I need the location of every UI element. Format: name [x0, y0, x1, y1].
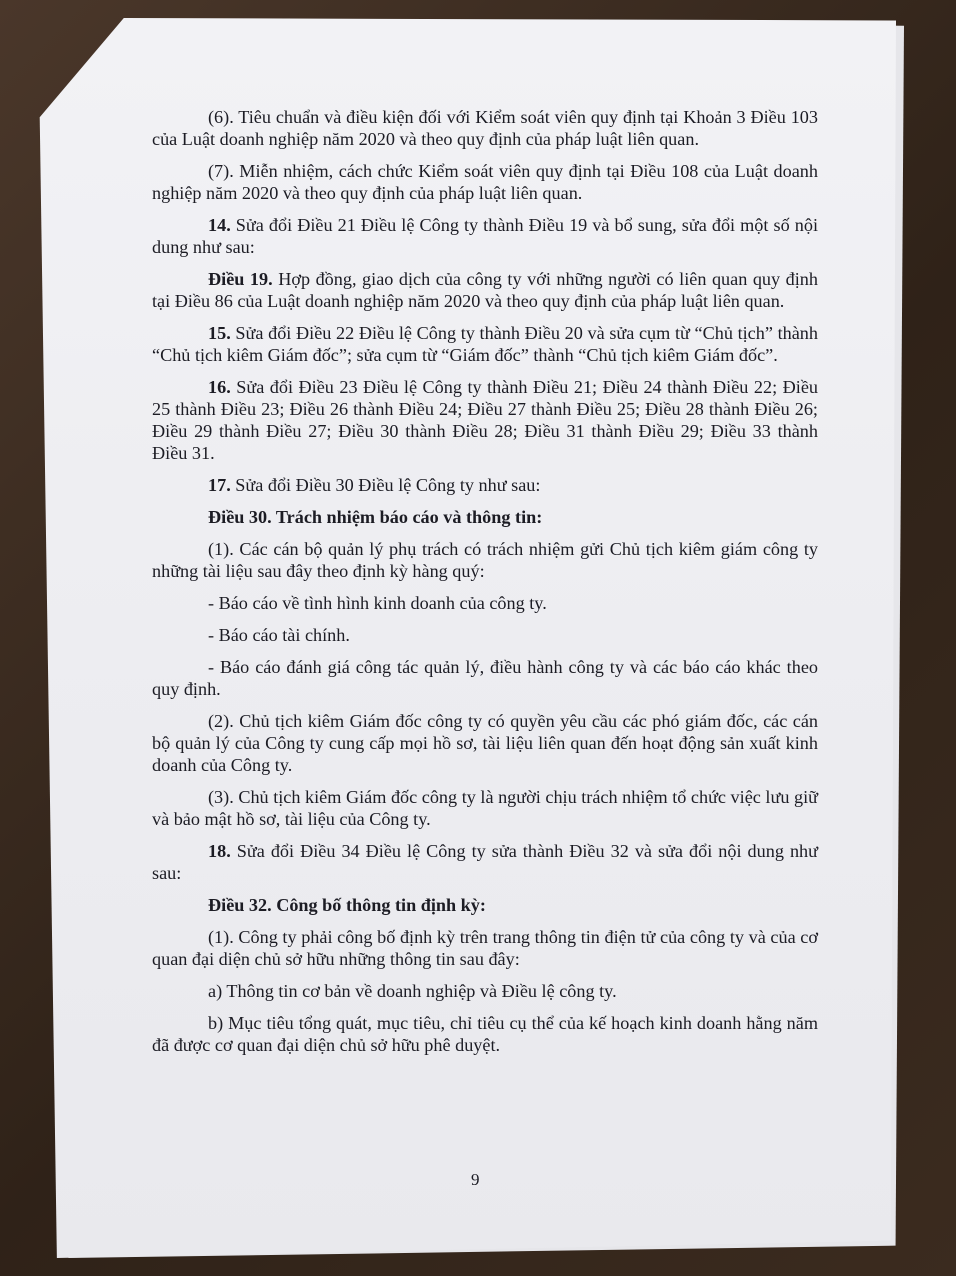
- report-business: - Báo cáo về tình hình kinh doanh của công ty.: [208, 593, 547, 613]
- item-15: 15. Sửa đổi Điều 22 Điều lệ Công ty thành Điều 20 và sửa cụm từ “Chủ tịch” thành “Chủ tịch kiêm Giám đốc”; sửa cụm từ “Giám đốc” thành “Chủ tịch kiêm Giám đốc”.: [152, 323, 818, 365]
- article-19: Điều 19. Hợp đồng, giao dịch của công ty với những người có liên quan quy định tại Điều 86 của Luật doanh nghiệp năm 2020 và theo quy định của pháp luật liên quan.: [152, 269, 818, 311]
- article-30-clause-2: (2). Chủ tịch kiêm Giám đốc công ty có quyền yêu cầu các phó giám đốc, các cán bộ quản lý của Công ty cung cấp mọi hồ sơ, tài liệu liên quan đến hoạt động sản xuất kinh doanh của Công ty.: [152, 711, 818, 775]
- item-16: 16. Sửa đổi Điều 23 Điều lệ Công ty thành Điều 21; Điều 24 thành Điều 22; Điều 25 thành Điều 23; Điều 26 thành Điều 24; Điều 27 thành Điều 25; Điều 28 thành Điều 26; Điều 29 thành Điều 27; Điều 30 thành Điều 28; Điều 31 thành Điều 29; Điều 33 thành Điều 31.: [152, 377, 818, 463]
- item-18: 18. Sửa đổi Điều 34 Điều lệ Công ty sửa thành Điều 32 và sửa đổi nội dung như sau:: [152, 841, 818, 883]
- article-32-clause-1: (1). Công ty phải công bố định kỳ trên trang thông tin điện tử của công ty và của cơ quan đại diện chủ sở hữu những thông tin sau đây:: [152, 927, 818, 969]
- article-32-heading: Điều 32. Công bố thông tin định kỳ:: [208, 895, 486, 915]
- article-30-heading: Điều 30. Trách nhiệm báo cáo và thông tin:: [208, 507, 543, 527]
- article-30-clause-1: (1). Các cán bộ quản lý phụ trách có trách nhiệm gửi Chủ tịch kiêm giám công ty những tài liệu sau đây theo định kỳ hàng quý:: [152, 539, 818, 581]
- item-17: 17. Sửa đổi Điều 30 Điều lệ Công ty như sau:: [208, 475, 541, 495]
- clause-a: a) Thông tin cơ bản về doanh nghiệp và Điều lệ công ty.: [208, 981, 617, 1001]
- paragraph-6: (6). Tiêu chuẩn và điều kiện đối với Kiểm soát viên quy định tại Khoản 3 Điều 103 của Luật doanh nghiệp năm 2020 và theo quy định của pháp luật liên quan.: [152, 107, 818, 149]
- report-financial: - Báo cáo tài chính.: [208, 625, 350, 645]
- document-body: [152, 106, 818, 1066]
- article-30-clause-3: (3). Chủ tịch kiêm Giám đốc công ty là người chịu trách nhiệm tổ chức việc lưu giữ và bảo mật hồ sơ, tài liệu của Công ty.: [152, 787, 818, 829]
- item-14: 14. Sửa đổi Điều 21 Điều lệ Công ty thành Điều 19 và bổ sung, sửa đổi một số nội dung như sau:: [152, 215, 818, 257]
- page-number: 9: [471, 1170, 480, 1189]
- paragraph-7: (7). Miễn nhiệm, cách chức Kiểm soát viên quy định tại Điều 108 của Luật doanh nghiệp năm 2020 và theo quy định của pháp luật liên quan.: [152, 161, 818, 203]
- clause-b: b) Mục tiêu tổng quát, mục tiêu, chỉ tiêu cụ thể của kế hoạch kinh doanh hằng năm đã được cơ quan đại diện chủ sở hữu phê duyệt.: [152, 1013, 818, 1055]
- report-management: - Báo cáo đánh giá công tác quản lý, điều hành công ty và các báo cáo khác theo quy định.: [152, 657, 818, 699]
